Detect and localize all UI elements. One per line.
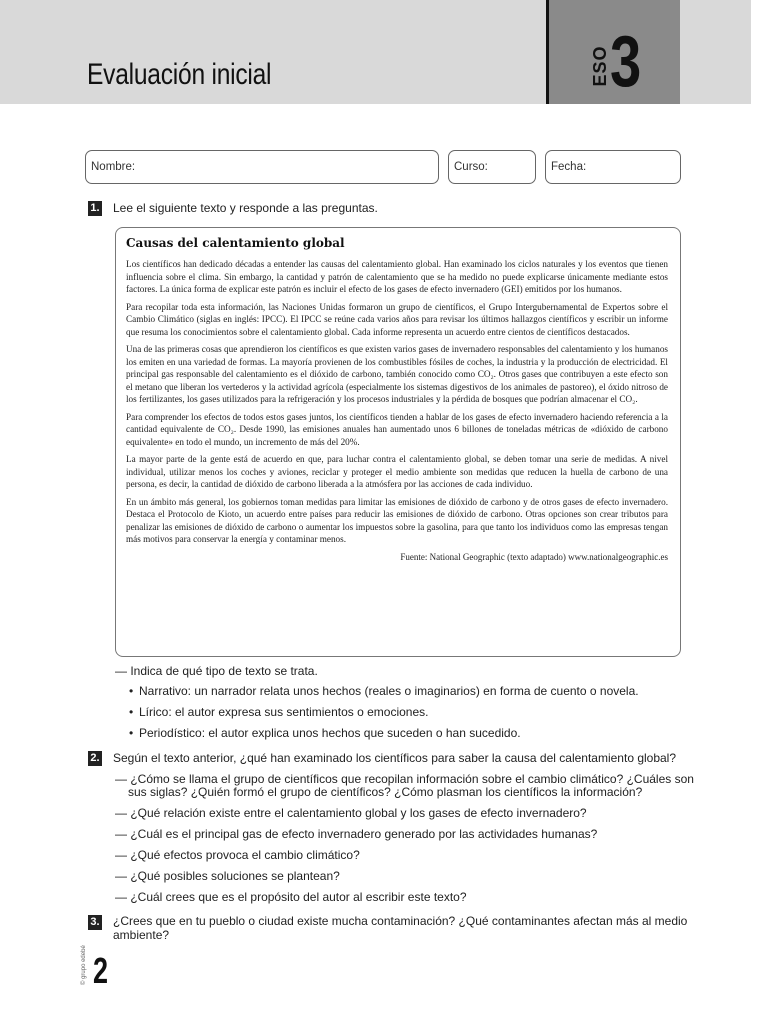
page-number: 2 xyxy=(93,950,109,991)
bullet-icon: • xyxy=(129,684,134,698)
publisher-mark: © grupo edebé xyxy=(81,945,87,985)
question-2-number: 2. xyxy=(88,751,102,766)
option-periodistico: Periodístico: el autor explica unos hechos que suceden o han sucedido. xyxy=(139,726,521,740)
bullet-icon: • xyxy=(129,705,134,719)
page-title: Evaluación inicial xyxy=(87,58,272,91)
name-field[interactable] xyxy=(85,150,439,184)
reading-paragraph: En un ámbito más general, los gobiernos toman medidas para limitar las emisiones de dióxido de carbono y de otros gases de efecto invernadero. Destaca el Protocolo de Kioto, un acuerdo entre países para reducir las emisiones de dióxido de carbono. Otras opciones son crear tributos para penalizar las emisiones de dióxido de carbono o aumentar los impuestos sobre la gasolina, para que tanto los individuos como las empresas tengan más motivos para conservar la energía y contaminar menos. xyxy=(126,496,668,544)
reading-paragraph: La mayor parte de la gente está de acuerdo en que, para luchar contra el calentamiento global, se deben tomar una serie de medidas. A nivel individual, utilizar menos los coches y aviones, reciclar y proteger el medio ambiente son medidas que reducen la huella de carbono de una persona, es decir, la cantidad de dióxido de carbono liberada a la atmósfera por las acciones de cada individuo. xyxy=(126,454,668,489)
reading-text-box xyxy=(115,227,681,657)
q2-item: — ¿Qué efectos provoca el cambio climático? xyxy=(115,848,360,862)
option-lirico: Lírico: el autor expresa sus sentimientos o emociones. xyxy=(139,705,429,719)
option-narrativo: Narrativo: un narrador relata unos hechos (reales o imaginarios) en forma de cuento o novela. xyxy=(139,684,639,698)
q2-item: — ¿Cuál es el principal gas de efecto invernadero generado por las actividades humanas? xyxy=(115,827,598,841)
name-label: Nombre: xyxy=(91,161,136,173)
question-3-number: 3. xyxy=(88,915,102,930)
question-2-text: Según el texto anterior, ¿qué han examinado los científicos para saber la causa del calentamiento global? xyxy=(113,751,677,765)
question-1-instruction: Lee el siguiente texto y responde a las preguntas. xyxy=(113,201,378,215)
reading-paragraph: Una de las primeras cosas que aprendieron los científicos es que existen varios gases de invernadero responsables del calentamiento y los humanos los emiten en una variedad de formas. La mayoría provienen de los combustibles fósiles de coches, la industria y la producción de electricidad. El principal gas responsable del calentamiento es el dióxido de carbono, también conocido como CO₂. Otros gases que contribuyen a este efecto son el metano que liberan los vertederos y la actividad agrícola (especialmente los sistemas digestivos de los animales de pastoreo), el óxido nitroso de los fertilizantes, los gases utilizados para la refrigeración y los procesos industriales y la pérdida de bosques que podrían almacenar el CO₂. xyxy=(126,344,668,404)
bullet-icon: • xyxy=(129,726,134,740)
q2-item: — ¿Cuál crees que es el propósito del autor al escribir este texto? xyxy=(115,890,467,904)
q2-item: — ¿Qué posibles soluciones se plantean? xyxy=(115,869,340,883)
q2-item-continued: sus siglas? ¿Quién formó el grupo de científicos? ¿Cómo plasman los científicos la información? xyxy=(128,785,643,799)
subquestion-text-type: — Indica de qué tipo de texto se trata. xyxy=(115,664,318,678)
reading-paragraph: Los científicos han dedicado décadas a entender las causas del calentamiento global. Han examinado los ciclos naturales y los eventos que tienen influencia sobre el clima. Sin embargo, la cantidad y patrón de calentamiento que se ha medido no puede explicarse únicamente mediante estos factores. La única forma de explicar este patrón es incluir el efecto de los gases de efecto invernadero (GEI) emitidos por los humanos. xyxy=(126,259,668,294)
question-1-number: 1. xyxy=(88,201,102,216)
reading-title: Causas del calentamiento global xyxy=(126,236,345,250)
level-label: ESO xyxy=(590,45,610,87)
reading-paragraph: Para recopilar toda esta información, las Naciones Unidas formaron un grupo de científicos, el Grupo Intergubernamental de Expertos sobre el Cambio Climático (siglas en inglés: IPCC). El IPCC se reúne cada varios años para revisar los últimos hallazgos científicos y escribir un informe que resuma los conocimientos sobre el calentamiento global. Cada informe representa un acuerdo entre cientos de científicos destacados. xyxy=(126,301,668,337)
grade-number: 3 xyxy=(610,22,642,102)
question-3-line-1: ¿Crees que en tu pueblo o ciudad existe mucha contaminación? ¿Qué contaminantes afectan más al medio xyxy=(113,914,688,928)
question-3-line-2: ambiente? xyxy=(113,928,170,942)
q2-item: — ¿Cómo se llama el grupo de científicos que recopilan información sobre el cambio climático? ¿Cuáles son xyxy=(115,772,694,786)
course-field[interactable] xyxy=(448,150,536,184)
course-label: Curso: xyxy=(454,161,488,173)
date-label: Fecha: xyxy=(551,161,587,173)
q2-item: — ¿Qué relación existe entre el calentamiento global y los gases de efecto invernadero? xyxy=(115,806,587,820)
date-field[interactable] xyxy=(545,150,681,184)
reading-source: Fuente: National Geographic (texto adaptado) www.nationalgeographic.es xyxy=(400,551,668,562)
reading-paragraph: Para comprender los efectos de todos estos gases juntos, los científicos tienden a hablar de los gases de efecto invernadero haciendo referencia a la cantidad equivalente de CO₂. Desde 1990, las emisiones anuales han aumentado unos 6 billones de toneladas métricas de «dióxido de carbono equivalente» en todo el mundo, un incremento de más del 20%. xyxy=(126,411,668,447)
